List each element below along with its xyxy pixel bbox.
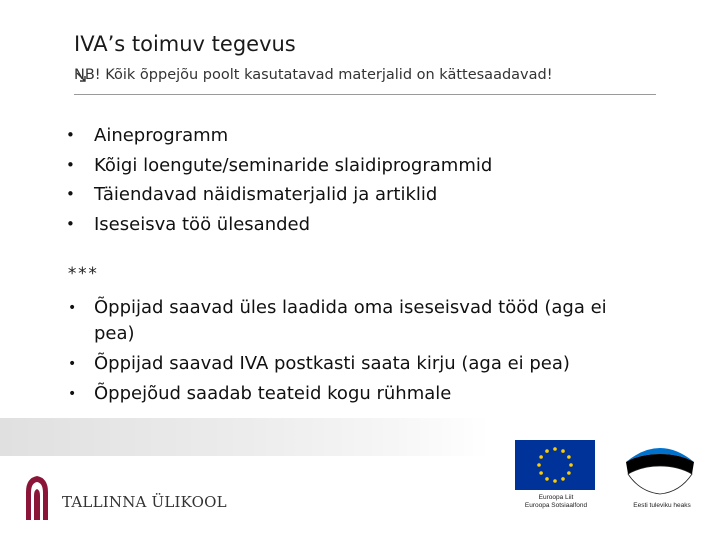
estonia-logo [620,440,704,510]
list-item: • Iseseisva töö ülesanded [66,210,492,240]
eu-caption: Euroopa Liit [538,494,574,501]
features-list [68,295,648,411]
university-name: TALLINNA ÜLIKOOL [62,493,227,511]
list-item: • Aineprogramm [66,121,492,151]
notice-text: NB! Kõik õppejõu poolt kasutatavad materjalid on kättesaadavad! [74,67,553,83]
university-logo-icon [22,474,52,522]
slide-title: IVA’s toimuv tegevus [74,32,296,56]
estonia-swoosh-icon [620,440,700,498]
title-divider [74,94,656,95]
list-item: • Kõigi loengute/seminaride slaidiprogrammid [66,151,492,181]
eu-flag-icon [515,440,595,490]
estonia-caption: Eesti tuleviku heaks [633,502,691,509]
materials-list [66,121,492,239]
list-item: • Õppijad saavad üles laadida oma iseseisvad tööd (aga ei pea) [68,295,648,347]
list-item: • Õppijad saavad IVA postkasti saata kirju (aga ei pea) [68,351,648,377]
esf-caption: Euroopa Sotsiaalfond [524,502,588,509]
list-item: • Täiendavad näidismaterjalid ja artiklid [66,180,492,210]
section-separator: *** [67,264,98,284]
footer-band [0,418,490,456]
eu-logo [515,440,597,510]
list-item: • Õppejõud saadab teateid kogu rühmale [68,381,648,407]
